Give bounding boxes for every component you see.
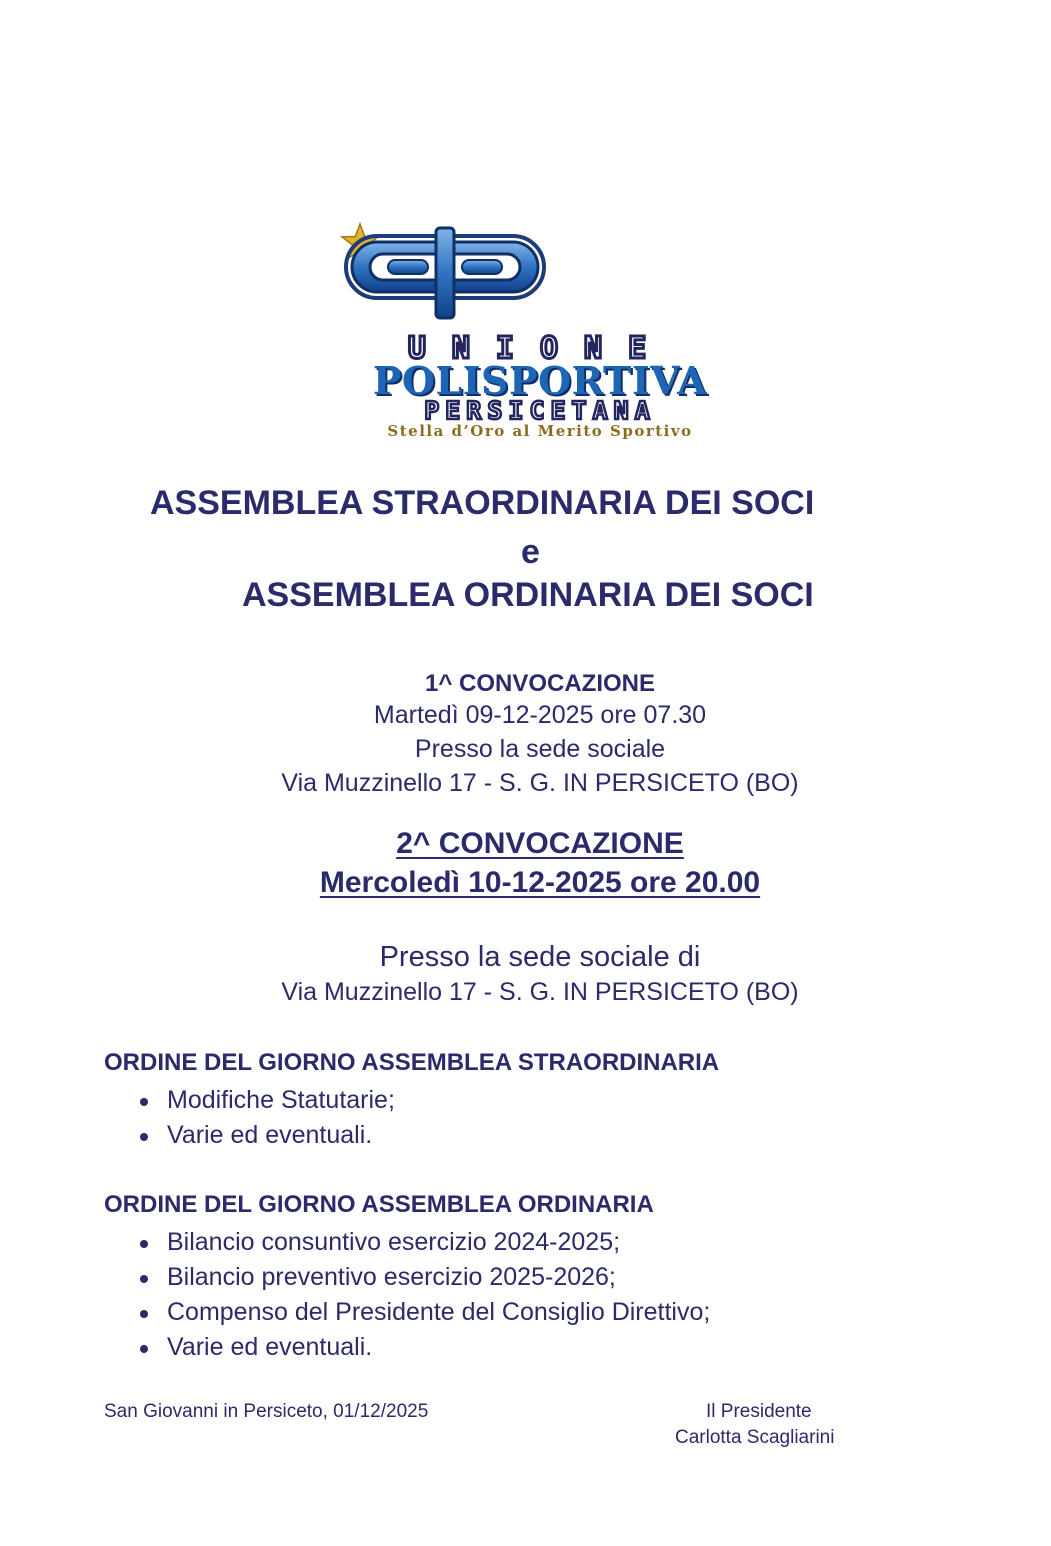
list-item: Varie ed eventuali. bbox=[104, 1118, 395, 1153]
logo-text-unione: UNIONE bbox=[407, 331, 673, 366]
list-item: Modifiche Statutarie; bbox=[104, 1083, 395, 1118]
signatory-title: Il Presidente bbox=[706, 1401, 812, 1422]
club-logo bbox=[340, 222, 740, 444]
logo-text-polisportiva: POLISPORTIVA bbox=[372, 358, 708, 403]
second-call-address: Via Muzzinello 17 - S. G. IN PERSICETO (BO) bbox=[281, 978, 799, 1006]
first-call-address: Via Muzzinello 17 - S. G. IN PERSICETO (BO) bbox=[281, 769, 799, 797]
agenda-extraordinary-title: ORDINE DEL GIORNO ASSEMBLEA STRAORDINARIA bbox=[104, 1049, 720, 1076]
second-call-place: Presso la sede sociale di bbox=[379, 941, 701, 973]
agenda-ordinary-title: ORDINE DEL GIORNO ASSEMBLEA ORDINARIA bbox=[104, 1191, 654, 1218]
signatory-name: Carlotta Scagliarini bbox=[675, 1427, 835, 1448]
logo-tagline: Stella d’Oro al Merito Sportivo bbox=[387, 422, 693, 440]
second-call-date: Mercoledì 10-12-2025 ore 20.00 bbox=[319, 866, 761, 899]
list-item: Varie ed eventuali. bbox=[104, 1330, 710, 1365]
second-call-label: 2^ CONVOCAZIONE bbox=[396, 827, 684, 860]
agenda-ordinary-list bbox=[104, 1225, 710, 1365]
first-call-date: Martedì 09-12-2025 ore 07.30 bbox=[373, 701, 707, 729]
list-item: Compenso del Presidente del Consiglio Direttivo; bbox=[104, 1295, 710, 1330]
list-item: Bilancio preventivo esercizio 2025-2026; bbox=[104, 1260, 710, 1295]
place-and-date: San Giovanni in Persiceto, 01/12/2025 bbox=[104, 1401, 429, 1422]
title-conjunction: e bbox=[521, 533, 540, 571]
first-call-place: Presso la sede sociale bbox=[414, 735, 666, 763]
agenda-extraordinary-list bbox=[104, 1083, 395, 1153]
first-call-label: 1^ CONVOCAZIONE bbox=[424, 670, 656, 697]
logo-text-persicetana: PERSICETANA bbox=[424, 396, 656, 425]
logo-emblem-icon bbox=[340, 222, 550, 322]
title-extraordinary-assembly: ASSEMBLEA STRAORDINARIA DEI SOCI bbox=[150, 484, 815, 522]
list-item: Bilancio consuntivo esercizio 2024-2025; bbox=[104, 1225, 710, 1260]
title-ordinary-assembly: ASSEMBLEA ORDINARIA DEI SOCI bbox=[242, 576, 814, 614]
